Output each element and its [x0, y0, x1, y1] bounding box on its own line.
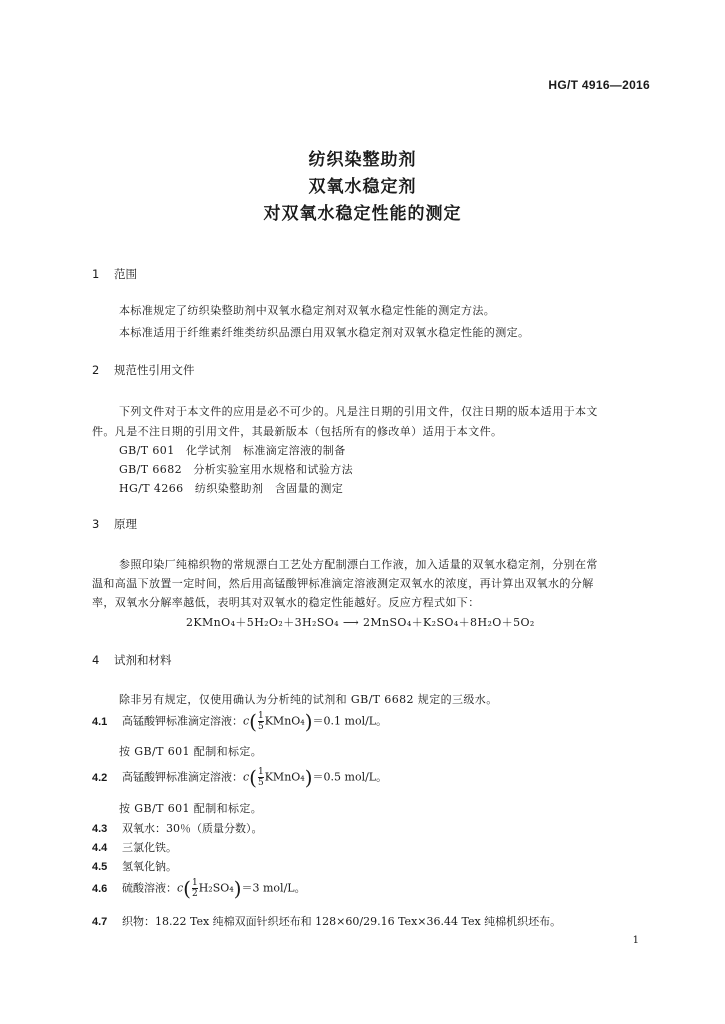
- item-text: 氢氧化钠。: [122, 860, 177, 873]
- concentration-symbol: c: [243, 714, 250, 728]
- reference-item: GB/T 6682 分析实验室用水规格和试验方法: [119, 463, 354, 476]
- fraction: [192, 878, 198, 899]
- denominator: 5: [257, 778, 264, 788]
- denominator: 5: [257, 722, 264, 732]
- section-4-intro: 除非另有规定，仅使用确认为分析纯的试剂和 GB/T 6682 规定的三级水。: [119, 693, 498, 706]
- reaction-equation: 2KMnO₄＋5H₂O₂＋3H₂SO₄ ⟶ 2MnSO₄＋K₂SO₄＋8H₂O＋5O₂: [186, 616, 535, 629]
- concentration-value: ＝3 mol/L。: [241, 881, 306, 895]
- section-4-heading: [92, 652, 172, 668]
- close-paren: ): [304, 709, 313, 734]
- section-number: 2: [92, 363, 100, 377]
- item-4-7: [92, 913, 561, 929]
- item-number: 4.7: [92, 916, 108, 928]
- item-number: 4.1: [92, 715, 108, 728]
- item-text: 织物：18.22 Tex 纯棉双面针织坯布和 128×60/29.16 Tex×36.44 Tex 纯棉机织坯布。: [122, 915, 562, 928]
- item-number: 4.5: [92, 861, 108, 873]
- concentration-symbol: c: [177, 881, 184, 895]
- section-3-line-1: 参照印染厂纯棉织物的常规漂白工艺处方配制漂白工作液，加入适量的双氧水稳定剂，分别在常: [119, 558, 598, 571]
- item-text: 双氧水：30％（质量分数）。: [122, 822, 263, 835]
- section-1-heading: [92, 266, 137, 282]
- fraction: [258, 711, 264, 732]
- section-1-paragraph-2: 本标准适用于纤维素纤维类纺织品漂白用双氧水稳定剂对双氧水稳定性能的测定。: [119, 326, 530, 339]
- section-3-line-2: 温和高温下放置一定时间，然后用高锰酸钾标准滴定溶液测定双氧水的浓度，再计算出双氧水的分解: [92, 577, 594, 590]
- open-paren: (: [183, 876, 191, 901]
- reference-item: HG/T 4266 纺织染整助剂 含固量的测定: [119, 482, 344, 495]
- section-title: 原理: [114, 517, 137, 531]
- standard-number: HG/T 4916—2016: [548, 78, 650, 92]
- close-paren: ): [233, 876, 242, 901]
- section-3-line-3: 率，双氧水分解率越低，表明其对双氧水的稳定性能越好。反应方程式如下：: [92, 596, 480, 609]
- item-4-6: [92, 878, 306, 899]
- open-paren: (: [249, 709, 257, 734]
- section-number: 4: [92, 653, 100, 667]
- title-line-2: 双氧水稳定剂: [308, 177, 417, 197]
- concentration-value: ＝0.5 mol/L。: [312, 770, 388, 784]
- close-paren: ): [304, 765, 313, 790]
- item-text: 硫酸溶液：: [122, 881, 177, 895]
- item-number: 4.6: [92, 882, 108, 895]
- numerator: 1: [257, 767, 264, 777]
- item-4-4: [92, 839, 177, 855]
- species: KMnO₄: [264, 770, 305, 784]
- item-4-1: [92, 711, 387, 732]
- item-4-1-note: 按 GB/T 601 配制和标定。: [119, 745, 263, 758]
- species: H₂SO₄: [198, 881, 234, 895]
- section-2-heading: [92, 362, 195, 378]
- species: KMnO₄: [264, 714, 305, 728]
- denominator: 2: [191, 889, 198, 899]
- item-text: 高锰酸钾标准滴定溶液：: [122, 770, 243, 784]
- fraction: [258, 767, 264, 788]
- section-number: 3: [92, 517, 100, 531]
- numerator: 1: [191, 878, 198, 888]
- numerator: 1: [257, 711, 264, 721]
- section-1-paragraph-1: 本标准规定了纺织染整助剂中双氧水稳定剂对双氧水稳定性能的测定方法。: [119, 304, 496, 317]
- item-text: 三氯化铁。: [122, 841, 177, 854]
- title-line-3: 对双氧水稳定性能的测定: [263, 204, 462, 224]
- title-line-1: 纺织染整助剂: [308, 150, 417, 170]
- item-number: 4.2: [92, 771, 108, 784]
- section-2-paragraph-line-2: 件。凡是不注日期的引用文件，其最新版本（包括所有的修改单）适用于本文件。: [92, 425, 503, 438]
- item-4-2: [92, 767, 387, 788]
- section-title: 试剂和材料: [114, 653, 172, 667]
- section-number: 1: [92, 267, 100, 281]
- concentration-symbol: c: [243, 770, 250, 784]
- open-paren: (: [249, 765, 257, 790]
- item-4-2-note: 按 GB/T 601 配制和标定。: [119, 802, 263, 815]
- item-number: 4.4: [92, 842, 108, 854]
- item-number: 4.3: [92, 823, 108, 835]
- item-4-3: [92, 820, 263, 836]
- reference-item: GB/T 601 化学试剂 标准滴定溶液的制备: [119, 444, 346, 457]
- item-4-5: [92, 858, 177, 874]
- concentration-value: ＝0.1 mol/L。: [312, 714, 388, 728]
- section-title: 范围: [114, 267, 137, 281]
- section-title: 规范性引用文件: [114, 363, 195, 377]
- item-text: 高锰酸钾标准滴定溶液：: [122, 714, 243, 728]
- section-3-heading: [92, 516, 137, 532]
- section-2-paragraph-line-1: 下列文件对于本文件的应用是必不可少的。凡是注日期的引用文件，仅注日期的版本适用于本文: [119, 405, 598, 418]
- page-number: 1: [632, 935, 639, 946]
